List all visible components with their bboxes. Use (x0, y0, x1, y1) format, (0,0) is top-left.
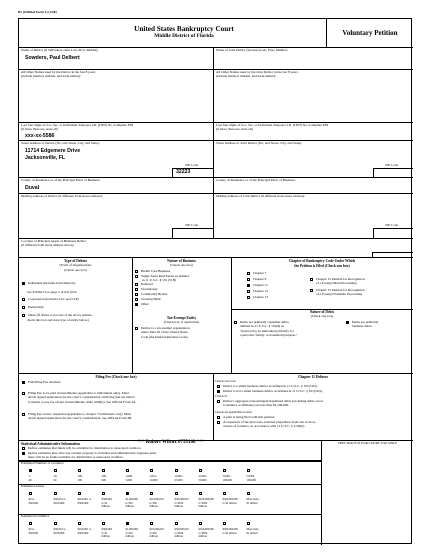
debtor-county-value[interactable]: Duval (25, 185, 40, 191)
assets-range-label: million (174, 504, 183, 508)
joint-ssn-sub: (if more than one, state all) (216, 127, 253, 131)
chapter15-label: Chapter 15 Petition for Recognition (316, 276, 365, 281)
assets-range-label: $1,000,001 (125, 497, 139, 501)
debtor-zip-value[interactable]: 32223 (176, 169, 191, 175)
creditors-range-checkbox[interactable] (126, 469, 129, 472)
chapter-title2: the Petition is Filed (Check one box) (294, 264, 350, 268)
creditors-range-label: 10,000 (149, 477, 158, 482)
debtor-zip-label: ZIP Code (185, 163, 198, 167)
chapter-checkbox[interactable] (247, 290, 250, 293)
joint-mailing-zip-label: ZIP Code (385, 223, 398, 227)
assets-range-label: $50,000,001 (174, 497, 189, 501)
assets-estimate-title: Estimated Assets (21, 484, 45, 488)
assets-range-label: to $10 (125, 500, 133, 505)
debtor-street-value[interactable]: 11714 Edgemere Drive (25, 148, 81, 154)
creditors-range-checkbox[interactable] (78, 469, 81, 472)
liabilities-range-label: million (174, 534, 183, 538)
liabilities-range-checkbox[interactable] (199, 522, 202, 525)
creditors-divider (19, 461, 321, 462)
type-of-debtor-option-label: Other (If debtor is not one of the above entities, (28, 312, 93, 317)
creditors-range-label: 999 (101, 477, 106, 482)
consumer-debts-line: Debts are primarily consumer debts, (240, 319, 290, 324)
type-of-debtor-checkbox[interactable] (22, 314, 25, 317)
liabilities-range-label: million (125, 534, 134, 538)
creditors-range-label: 100,000 (246, 477, 256, 482)
assets-range-label: to $500 (198, 500, 208, 505)
assets-range-label: million (125, 504, 134, 508)
creditors-range-checkbox[interactable] (199, 469, 202, 472)
small-business-label: Debtor is a small business debtor as defined in 11 U.S.C. § 101(51D). (223, 383, 318, 388)
liabilities-divider (19, 514, 321, 515)
creditors-range-label: 1,000- (125, 474, 133, 478)
funds-available-checkbox[interactable] (22, 447, 25, 450)
filing-fee-line: attach signed application for the court's consideration. See Official Form 3B. (28, 416, 133, 421)
assets-range-label: More than (246, 497, 259, 501)
liabilities-range-label: $1 billion (246, 530, 258, 535)
consumer-debts-line: defined in 11 U.S.C. § 101(8) as (240, 324, 284, 329)
assets-range-label: to $100 (174, 500, 184, 505)
assets-range-label: to $1 billion (222, 500, 237, 505)
joint-ssn-label: Last four digits of Soc. Sec. or Individual-Taxpayer I.D. (ITIN) No./Complete EIN (216, 123, 329, 127)
type-of-debtor-checkbox[interactable] (22, 306, 25, 309)
nature-of-business-option-label: Other (141, 301, 149, 306)
debtor-mailing-zip-label: ZIP Code (185, 223, 198, 227)
chapter-option-label: Chapter 11 (253, 282, 268, 287)
debtor-other-names-label: All Other Names used by the Debtor in the last 8 years (21, 70, 96, 74)
assets-range-checkbox[interactable] (78, 492, 81, 495)
plan-filed-checkbox[interactable] (217, 416, 220, 419)
liabilities-range-checkbox[interactable] (150, 522, 153, 525)
nature-of-business-checkbox[interactable] (135, 288, 138, 291)
tax-exempt-line: Debtor is a tax-exempt organization (141, 325, 190, 330)
nature-of-business-title: Nature of Business (167, 259, 196, 263)
assets-range-checkbox[interactable] (175, 492, 178, 495)
other-note: check this box and state type of entity below.) (27, 318, 90, 322)
nature-of-business-option-label: Commodity Broker (141, 291, 168, 296)
consumer-debts-line: a personal, family, or household purpose." (240, 333, 298, 338)
assets-range-checkbox[interactable] (223, 492, 226, 495)
creditors-range-label: 5,001- (149, 474, 157, 478)
single-asset-sub: in 11 U.S.C. § 101 (51B) (142, 278, 176, 282)
nature-of-business-sub: (Check one box) (170, 263, 193, 267)
assets-range-label: to $1 (101, 500, 108, 505)
creditors-range-label: 50,000 (198, 477, 207, 482)
creditors-range-label: 200- (101, 474, 107, 478)
not-small-business-label: Debtor is not a small business debtor as defined in 11 U.S.C. § 101(51D). (223, 388, 323, 393)
consumer-debts-checkbox[interactable] (234, 321, 237, 324)
liabilities-range-checkbox[interactable] (223, 522, 226, 525)
joint-name-label: Name of Joint Debtor (Spouse) (Last, First, Middle): (216, 48, 288, 52)
small-business-checkbox[interactable] (217, 385, 220, 388)
filing-fee-checkbox[interactable] (22, 381, 25, 384)
liabilities-range-label: to $1 (101, 530, 108, 535)
joint-other-names-sub: (include married, maiden, and trade names): (216, 74, 276, 78)
nature-of-business-checkbox[interactable] (135, 275, 138, 278)
liabilities-range-checkbox[interactable] (29, 522, 32, 525)
assets-range-label: $500,000 (77, 500, 89, 505)
liabilities-range-label: million (198, 534, 207, 538)
check-if-label: Check if: (215, 394, 228, 398)
check-all-label: Check all applicable boxes: (215, 410, 253, 414)
business-debts-checkbox[interactable] (346, 321, 349, 324)
assets-range-label: $1 billion (246, 500, 258, 505)
tax-exempt-line: Code (the Internal Revenue Code). (141, 334, 189, 339)
nature-of-debts-sub: (Check one box) (310, 314, 334, 318)
creditors-range-checkbox[interactable] (150, 469, 153, 472)
filing-fee-line: attach signed application for the court's consideration certifying that the debtor (28, 395, 135, 400)
creditors-range-label: 99 (53, 477, 57, 482)
liabilities-range-label: to $50 (149, 530, 157, 535)
filing-fee-line: Filing Fee waiver requested (applicable to chapter 7 individuals only). Must (28, 411, 132, 416)
business-debts-line: Debts are primarily (352, 319, 379, 324)
debtor-other-names-sub: (include married, maiden, and trade names): (21, 74, 81, 78)
chapter-option-label: Chapter 9 (253, 276, 267, 281)
nature-of-business-option-label: Health Care Business (141, 268, 171, 273)
creditors-range-label: OVER (246, 474, 255, 478)
liabilities-range-label: million (101, 534, 110, 538)
court-title: United States Bankruptcy Court (134, 25, 234, 33)
nature-of-business-checkbox[interactable] (135, 283, 138, 286)
nature-of-business-checkbox[interactable] (135, 293, 138, 296)
chapter-checkbox[interactable] (247, 278, 250, 281)
type-of-debtor-checkbox[interactable] (22, 282, 25, 285)
creditors-range-label: 5,000 (125, 477, 133, 482)
assets-range-label: $100,000 (53, 500, 65, 505)
chapter15-checkbox[interactable] (310, 289, 313, 292)
liabilities-range-label: $50,000,001 (174, 527, 189, 531)
filing-fee-line: Full Filing Fee attached (28, 379, 61, 384)
debtor-ssn-label: Last four digits of Soc. Sec. or Individual-Taxpayer I.D. (ITIN) No./Complete EIN (21, 123, 134, 127)
check-one-label: Check one box: (215, 379, 237, 383)
creditors-range-label: 100,000 (222, 477, 232, 482)
liabilities-range-label: $1,000,001 (125, 527, 139, 531)
debtor-name-value[interactable]: Sowders, Paul Delbert (25, 55, 80, 61)
creditors-range-checkbox[interactable] (102, 469, 105, 472)
chapter15-label: Chapter 15 Petition for Recognition (316, 287, 365, 292)
nature-of-business-option-label: Clearing Bank (141, 296, 161, 301)
aggregate-debts-line: Debtor's aggregate noncontingent liquidated debts (excluding debts owed (223, 398, 323, 403)
creditors-estimate-title: Estimated Number of Creditors (21, 461, 64, 465)
court-use-label: THIS SPACE IS FOR COURT USE ONLY (337, 441, 398, 445)
liabilities-range-label: $50,001 to (53, 527, 66, 531)
liabilities-range-label: to $1 billion (222, 530, 237, 535)
creditors-range-label: 50- (53, 474, 58, 478)
aggregate-debts-checkbox[interactable] (217, 400, 220, 403)
stats-title: Statistical/Administrative Information (21, 442, 80, 446)
liabilities-range-label: $100,000 (53, 530, 65, 535)
no-funds-line: Debtor estimates that, after any exempt property is excluded and administrative expenses paid, (28, 450, 157, 455)
assets-range-label: $500,001 (101, 497, 113, 501)
business-debts-line: business debts. (352, 324, 373, 329)
type-of-debtor-checkbox[interactable] (22, 298, 25, 301)
type-of-debtor-option-label: Partnership (28, 304, 44, 309)
joint-mailing-label: Mailing Address of Joint Debtor (if different from street address): (216, 194, 306, 198)
liabilities-range-label: $500,000 (77, 530, 89, 535)
creditors-range-checkbox[interactable] (247, 469, 250, 472)
chapter-option-label: Chapter 13 (253, 294, 268, 299)
joint-other-names-label: All Other Names used by the Joint Debtor in the last 8 years (216, 70, 298, 74)
acceptances-line: Acceptances of the plan were solicited prepetition from one or more (223, 419, 316, 424)
nature-of-business-checkbox[interactable] (135, 270, 138, 273)
debtor-county-label: County of Residence or of the Principal Place of Business: (21, 178, 101, 182)
liabilities-range-checkbox[interactable] (102, 522, 105, 525)
type-of-debtor-option-label: Corporation (includes LLC and LLP) (28, 296, 79, 301)
chapter-option-label: Chapter 12 (253, 288, 268, 293)
assets-range-label: $10,000,001 (149, 497, 164, 501)
nature-of-business-option-label: Railroad (141, 281, 153, 286)
creditors-range-label: 50,001- (222, 474, 232, 478)
creditors-range-checkbox[interactable] (54, 469, 57, 472)
assets-range-label: million (198, 504, 207, 508)
creditors-range-label: 25,001- (198, 474, 208, 478)
liabilities-range-label: $100,000,001 (198, 527, 215, 531)
joint-address-label: Street Address of Joint Debtor (No. and Street, City, and State): (216, 141, 303, 145)
assets-range-label: $500,000,001 (222, 497, 239, 501)
chapter11-title: Chapter 11 Debtors (297, 375, 329, 379)
chapter-checkbox[interactable] (247, 272, 250, 275)
nature-of-business-checkbox[interactable] (135, 303, 138, 306)
filing-fee-checkbox[interactable] (22, 413, 25, 416)
assets-range-label: $100,001 to (77, 497, 92, 501)
creditors-range-checkbox[interactable] (175, 469, 178, 472)
assets-range-label: to $50 (149, 500, 157, 505)
liabilities-range-label: $50,000 (28, 530, 38, 535)
assets-range-checkbox[interactable] (29, 492, 32, 495)
nature-of-business-option-label: Stockbroker (141, 286, 158, 291)
nature-of-business-option-label: Single Asset Real Estate as defined (141, 273, 189, 278)
plan-filed-label: A plan is being filed with this petition. (223, 414, 276, 419)
funds-available-label: Debtor estimates that funds will be available for distribution to unsecured creditors. (28, 445, 142, 450)
liabilities-estimate-title: Estimated Liabilities (21, 514, 50, 518)
liabilities-range-checkbox[interactable] (54, 522, 57, 525)
liabilities-range-checkbox[interactable] (175, 522, 178, 525)
liabilities-range-label: $100,001 to (77, 527, 92, 531)
type-of-debtor-sub2: (Check one box) (64, 268, 87, 272)
location-label: Location of Principal Assets of Business Debtor (21, 239, 87, 243)
assets-range-label: million (101, 504, 110, 508)
nature-of-debts-title: Nature of Debts (309, 310, 335, 314)
debtor-ssn-value[interactable]: xxx-xx-5586 (25, 133, 55, 139)
debtor-mailing-label: Mailing Address of Debtor (if different from street address): (21, 194, 103, 198)
form-header (19, 19, 413, 47)
joint-county-label: County of Residence or of the Principal Place of Business: (216, 178, 296, 182)
liabilities-range-label: $0 to (28, 527, 35, 531)
assets-range-label: $0 to (28, 497, 35, 501)
tax-exempt-sub: (Check box, if applicable) (163, 320, 200, 324)
type-of-debtor-title: Type of Debtor (63, 259, 88, 263)
acceptances-line: classes of creditors, in accordance with 11 U.S.C. § 1126(b). (223, 424, 306, 429)
filing-fee-checkbox[interactable] (22, 392, 25, 395)
assets-range-checkbox[interactable] (150, 492, 153, 495)
no-funds-checkbox[interactable] (22, 452, 25, 455)
chapter-title: Chapter of Bankruptcy Code Under Which (288, 259, 356, 263)
creditors-range-label: 49 (28, 477, 32, 482)
chapter-option-label: Chapter 7 (253, 270, 267, 275)
type-of-debtor-sub1: (Form of Organization) (59, 263, 92, 267)
location-sub: (if different from street address above): (21, 243, 75, 247)
creditors-range-checkbox[interactable] (29, 469, 32, 472)
chapter15-sub: of a Foreign Nonmain Proceeding (316, 292, 363, 297)
individual-note: See Exhibit D on page 2 of this form. (27, 290, 78, 294)
assets-range-checkbox[interactable] (126, 492, 129, 495)
chapter-checkbox[interactable] (247, 284, 250, 287)
liabilities-range-checkbox[interactable] (126, 522, 129, 525)
tax-exempt-title: Tax-Exempt Entity (166, 316, 197, 320)
voluntary-petition-form (18, 18, 412, 544)
chapter-checkbox[interactable] (247, 296, 250, 299)
assets-divider (19, 484, 321, 485)
nature-of-business-checkbox[interactable] (135, 298, 138, 301)
debtor-city-value[interactable]: Jacksonville, FL (25, 155, 66, 161)
tax-exempt-line: under Title 26 of the United States (141, 330, 188, 335)
joint-zip-label: ZIP Code (385, 163, 398, 167)
liabilities-range-label: $10,000,001 (149, 527, 164, 531)
aggregate-debts-line: to insiders or affiliates) are less than $2,190,000. (223, 403, 290, 408)
debtor-address-label: Street Address of Debtor (No. and Street, City, and State): (21, 141, 100, 145)
assets-range-checkbox[interactable] (199, 492, 202, 495)
filing-fee-line: is unable to pay fee except in installments. Rule 1006(b). See Official Form 3A. (28, 399, 137, 404)
liabilities-range-checkbox[interactable] (247, 522, 250, 525)
filing-fee-title: Filing Fee (Check one box) (95, 375, 137, 379)
assets-range-label: million (149, 504, 158, 508)
petition-type: Voluntary Petition (342, 29, 398, 37)
liabilities-range-checkbox[interactable] (78, 522, 81, 525)
preparer-info: *** Robert Wilcox 0755168 *** (137, 440, 205, 445)
assets-range-checkbox[interactable] (247, 492, 250, 495)
debtor-ssn-sub: (if more than one, state all) (21, 127, 58, 131)
creditors-range-label: 100- (77, 474, 83, 478)
assets-range-label: $50,000 (28, 500, 38, 505)
creditors-range-label: 25,000 (174, 477, 183, 482)
liabilities-range-label: $500,000,001 (222, 527, 239, 531)
assets-range-label: $100,000,001 (198, 497, 215, 501)
chapter15-checkbox[interactable] (310, 278, 313, 281)
liabilities-range-label: to $10 (125, 530, 133, 535)
consumer-debts-line: "incurred by an individual primarily for (240, 328, 294, 333)
creditors-range-label: 199 (77, 477, 82, 482)
assets-range-label: $50,001 to (53, 497, 66, 501)
creditors-range-label: 10,001- (174, 474, 184, 478)
tax-exempt-checkbox[interactable] (135, 327, 138, 330)
assets-range-checkbox[interactable] (102, 492, 105, 495)
liabilities-range-label: to $100 (174, 530, 184, 535)
filing-fee-line: Filing Fee to be paid in installments (applicable to individuals only). Must (28, 390, 129, 395)
creditors-range-label: 1- (28, 474, 31, 478)
debtor-name-label: Name of Debtor (if individual, enter Last, First, Middle): (21, 48, 99, 52)
form-number: B1 (Official Form 1) (1/08) (18, 10, 57, 14)
type-of-debtor-option-label: Individual (includes Joint Debtors) (28, 280, 76, 285)
liabilities-range-label: More than (246, 527, 259, 531)
liabilities-range-label: $500,001 (101, 527, 113, 531)
liabilities-range-label: million (149, 534, 158, 538)
not-small-business-checkbox[interactable] (217, 390, 220, 393)
district-name: Middle District of Florida (154, 33, 214, 39)
assets-range-checkbox[interactable] (54, 492, 57, 495)
acceptances-checkbox[interactable] (217, 421, 220, 424)
no-funds-line: there will be no funds available for distribution to unsecured creditors. (28, 455, 124, 460)
chapter15-sub: of a Foreign Main Proceeding (316, 281, 357, 286)
liabilities-range-label: to $500 (198, 530, 208, 535)
creditors-range-checkbox[interactable] (223, 469, 226, 472)
